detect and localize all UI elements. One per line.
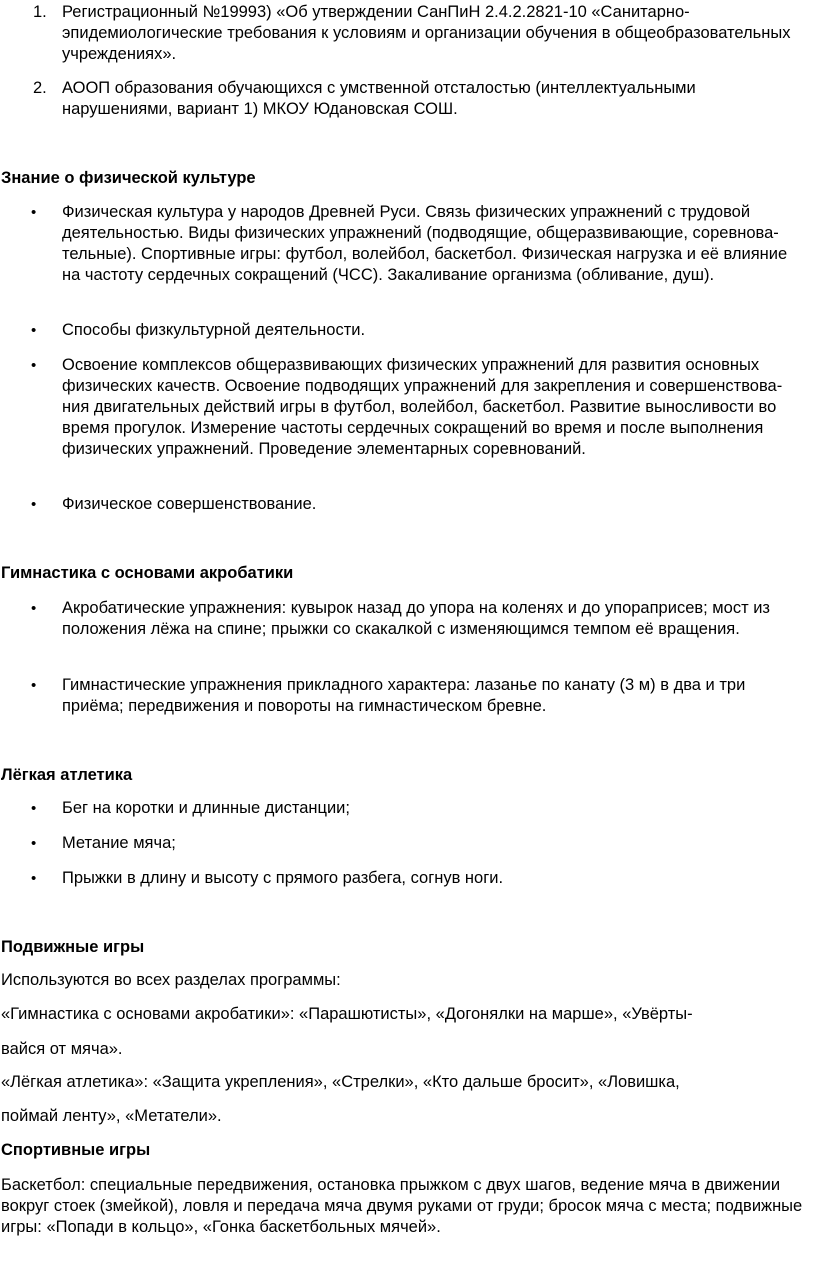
bullet-icon: • bbox=[31, 600, 37, 617]
bullet-icon: • bbox=[31, 870, 37, 887]
section-knowledge bbox=[0, 168, 816, 189]
list-item bbox=[0, 798, 816, 819]
section-title: Спортивные игры bbox=[1, 1141, 151, 1159]
list-item bbox=[0, 78, 816, 120]
list-item-text: Регистрационный №19993) «Об утверждении СанПиН 2.4.2.2821-10 «Санитарно-эпидемиологические требования к условиям и организации обучения в общеобразовательных учреждениях». bbox=[62, 3, 791, 63]
list-item-text: Метание мяча; bbox=[62, 834, 176, 852]
athletics-list-2 bbox=[0, 833, 816, 854]
list-item-text: Физическое совершенствование. bbox=[62, 495, 317, 513]
section-athletics bbox=[0, 765, 816, 786]
athletics-list-3 bbox=[0, 868, 816, 889]
list-item bbox=[0, 833, 816, 854]
bullet-icon: • bbox=[31, 357, 37, 374]
bullet-icon: • bbox=[31, 322, 37, 339]
bullet-icon: • bbox=[31, 835, 37, 852]
outdoor-games-line-1 bbox=[0, 970, 816, 991]
gymnastics-list-2 bbox=[0, 675, 816, 717]
sport-games-paragraph bbox=[0, 1175, 816, 1238]
knowledge-list bbox=[0, 202, 816, 286]
section-title: Лёгкая атлетика bbox=[1, 766, 133, 784]
list-item bbox=[0, 320, 816, 341]
list-item bbox=[0, 868, 816, 889]
bullet-icon: • bbox=[31, 677, 37, 694]
section-title: Гимнастика с основами акробатики bbox=[1, 564, 294, 582]
bullet-icon: • bbox=[31, 204, 37, 221]
intro-numbered-list-2 bbox=[0, 78, 816, 120]
paragraph-line: «Гимнастика с основами акробатики»: «Парашютисты», «Догонялки на марше», «Увёрты- bbox=[1, 1005, 693, 1023]
list-item bbox=[0, 202, 816, 286]
knowledge-list-3 bbox=[0, 355, 816, 460]
list-item-text: Способы физкультурной деятельности. bbox=[62, 321, 366, 339]
section-outdoor-games bbox=[0, 937, 816, 958]
paragraph-line: «Лёгкая атлетика»: «Защита укрепления», «Стрелки», «Кто дальше бросит», «Ловишка, bbox=[1, 1073, 680, 1091]
list-item-text: Физическая культура у народов Древней Руси. Связь физических упражнений с трудовой деятельностью. Виды физических упражнений (подводящие, общеразвивающие, соревнова- тельные). Спортивные игры: футбол, волейбол, баскетбол. Физическая нагрузка и её влияние на частоту сердечных сокращений (ЧСС). Закаливание организма (обливание, душ). bbox=[62, 203, 788, 284]
list-item bbox=[0, 598, 816, 640]
list-item-text: Освоение комплексов общеразвивающих физических упражнений для развития основных физических качеств. Освоение подводящих упражнений для закрепления и совершенствова-ния двигательных действий игры в футбол, волейбол, баскетбол. Развитие выносливости во время прогулок. Измерение частоты сердечных сокращений во время и после выполнения физических упражнений. Проведение элементарных соревнований. bbox=[62, 356, 783, 458]
section-title: Знание о физической культуре bbox=[1, 169, 256, 187]
section-gymnastics bbox=[0, 563, 816, 584]
intro-numbered-list bbox=[0, 2, 816, 65]
outdoor-games-line-5 bbox=[0, 1106, 816, 1127]
section-sport-games bbox=[0, 1140, 816, 1161]
knowledge-list-4 bbox=[0, 494, 816, 515]
gymnastics-list bbox=[0, 598, 816, 640]
list-item-number: 1. bbox=[33, 3, 47, 21]
list-item bbox=[0, 494, 816, 515]
list-item-text: Прыжки в длину и высоту с прямого разбега, согнув ноги. bbox=[62, 869, 504, 887]
outdoor-games-line-4 bbox=[0, 1072, 816, 1093]
section-title: Подвижные игры bbox=[1, 938, 145, 956]
paragraph-line: вайся от мяча». bbox=[1, 1040, 123, 1058]
list-item bbox=[0, 675, 816, 717]
paragraph-line: поймай ленту», «Метатели». bbox=[1, 1107, 222, 1125]
athletics-list bbox=[0, 798, 816, 819]
list-item-text: Акробатические упражнения: кувырок назад до упора на коленях и до упораприсев; мост из положения лёжа на спине; прыжки со скакалкой с изменяющимся темпом её вращения. bbox=[62, 599, 770, 638]
knowledge-list-2 bbox=[0, 320, 816, 341]
list-item-text: Гимнастические упражнения прикладного характера: лазанье по канату (3 м) в два и три приёма; передвижения и повороты на гимнастическом бревне. bbox=[62, 676, 746, 715]
list-item-number: 2. bbox=[33, 79, 47, 97]
paragraph-text: Баскетбол: специальные передвижения, остановка прыжком с двух шагов, ведение мяча в движении вокруг стоек (змейкой), ловля и передача мяча двумя руками от груди; бросок мяча с места; подвижные игры: «Попади в кольцо», «Гонка баскетбольных мячей». bbox=[1, 1176, 803, 1236]
paragraph-line: Используются во всех разделах программы: bbox=[1, 971, 341, 989]
list-item bbox=[0, 2, 816, 65]
bullet-icon: • bbox=[31, 496, 37, 513]
bullet-icon: • bbox=[31, 800, 37, 817]
list-item bbox=[0, 355, 816, 460]
outdoor-games-line-2 bbox=[0, 1004, 816, 1025]
outdoor-games-line-3 bbox=[0, 1039, 816, 1060]
list-item-text: Бег на коротки и длинные дистанции; bbox=[62, 799, 350, 817]
list-item-text: АООП образования обучающихся с умственной отсталостью (интеллектуальными нарушениями, вариант 1) МКОУ Юдановская СОШ. bbox=[62, 79, 696, 118]
